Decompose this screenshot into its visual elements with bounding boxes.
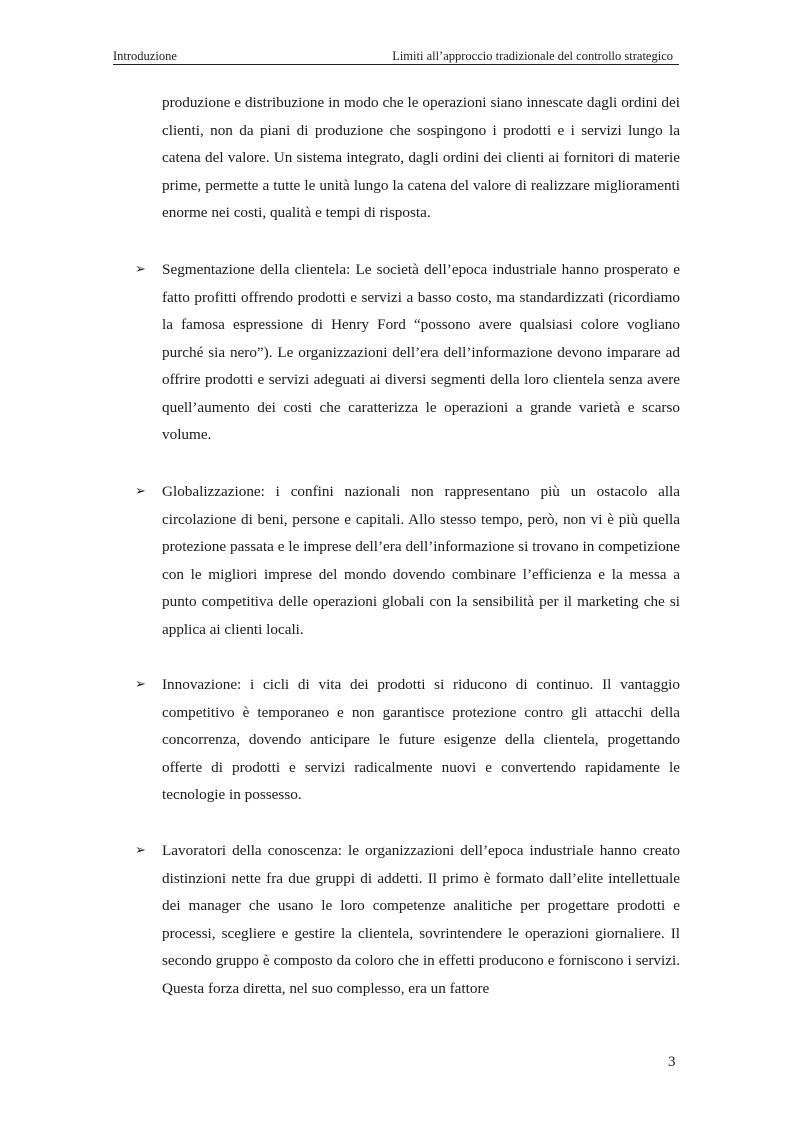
intro-paragraph-text: produzione e distribuzione in modo che le operazioni siano innescate dagli ordini dei clienti, non da piani di produzione che sospingono i prodotti e i servizi lungo la catena del valore. Un sistema integrato, dagli ordini dei clienti ai fornitori di materie prime, permette a tutte le unità lungo la catena del valore di realizzare miglioramenti enorme nei costi, qualità e tempi di risposta.	[162, 94, 680, 221]
arrow-bullet-icon: ➢	[135, 484, 146, 499]
header-chapter-title: Introduzione	[113, 49, 177, 63]
page-number: 3	[668, 1054, 676, 1070]
arrow-bullet-icon: ➢	[135, 677, 146, 692]
list-item-text: Lavoratori della conoscenza: le organizzazioni dell’epoca industriale hanno creato distinzioni nette fra due gruppi di addetti. Il primo è formato dall’elite intellettuale dei manager che usano le loro competenze analitiche per progettare prodotti e processi, scegliere e gestire la clientela, sovrintendere le operazioni giornaliere. Il secondo gruppo è composto da coloro che in effetti producono e forniscono i servizi. Questa forza diretta, nel suo complesso, era un fattore	[162, 842, 680, 997]
list-item-text: Segmentazione della clientela: Le società dell’epoca industriale hanno prosperato e fatto profitti offrendo prodotti e servizi a basso costo, ma standardizzati (ricordiamo la famosa espressione di Henry Ford “possono avere qualsiasi colore vogliano purché sia nero”). Le organizzazioni dell’era dell’informazione devono imparare ad offrire prodotti e servizi adeguati ai diversi segmenti della loro clientela senza avere quell’aumento dei costi che caratterizza le operazioni a grande varietà e scarso volume.	[162, 261, 680, 443]
header-section-title: Limiti all’approccio tradizionale del controllo strategico	[392, 49, 673, 63]
arrow-bullet-icon: ➢	[135, 262, 146, 277]
list-item-text: Globalizzazione: i confini nazionali non rappresentano più un ostacolo alla circolazione di beni, persone e capitali. Allo stesso tempo, però, non vi è più quella protezione passata e le imprese dell’era dell’informazione si trovano in competizione con le migliori imprese del mondo dovendo combinare l’efficienza e la messa a punto competitiva delle operazioni globali con la sensibilità per il marketing che si applica ai clienti locali.	[162, 483, 680, 638]
list-item-text: Innovazione: i cicli di vita dei prodotti si riducono di continuo. Il vantaggio competitivo è temporaneo e non garantisce protezione contro gli attacchi della concorrenza, dovendo anticipare le future esigenze della clientela, progettando offerte di prodotti e servizi radicalmente nuovi e convertendo rapidamente le tecnologie in possesso.	[162, 676, 680, 803]
running-header	[113, 48, 679, 65]
intro-paragraph	[162, 89, 680, 227]
arrow-bullet-icon: ➢	[135, 843, 146, 858]
